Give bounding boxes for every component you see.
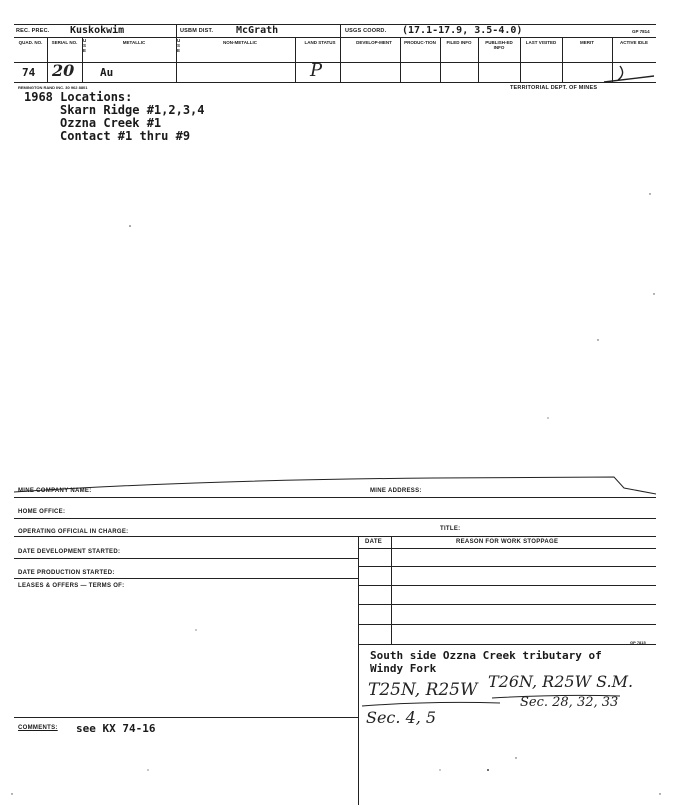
usbm-dist-value: McGrath bbox=[236, 25, 279, 36]
rec-prec-value: Kuskokwim bbox=[70, 25, 125, 36]
col-production: PRODUC-TION bbox=[404, 40, 436, 45]
metallic-value: Au bbox=[100, 66, 114, 79]
col-use-nonmetallic: U S E bbox=[177, 38, 181, 53]
location-item: Contact #1 thru #9 bbox=[60, 129, 191, 143]
usbm-dist-label: USBM DIST. bbox=[180, 28, 214, 34]
location-item: Skarn Ridge #1,2,3,4 bbox=[60, 103, 205, 117]
hand-note-sections-1: Sec. 4, 5 bbox=[366, 708, 437, 727]
col-metallic: METALLIC bbox=[122, 40, 146, 45]
date-prod-started-label: DATE PRODUCTION STARTED: bbox=[18, 570, 115, 576]
col-land-status: LAND STATUS bbox=[304, 40, 336, 45]
locations-heading: 1968 Locations: bbox=[24, 90, 133, 104]
leases-offers-label: LEASES & OFFERS — TERMS OF: bbox=[18, 583, 125, 589]
hand-note-township-2: T26N, R25W S.M. bbox=[488, 672, 634, 691]
hand-note-township-1: T25N, R25W bbox=[368, 680, 478, 700]
date-dev-started-label: DATE DEVELOPMENT STARTED: bbox=[18, 549, 121, 555]
location-line: Windy Fork bbox=[370, 662, 437, 675]
col-use-metallic: U S E bbox=[83, 38, 87, 53]
location-item: Ozzna Creek #1 bbox=[60, 116, 162, 130]
col-active-idle: ACTIVE IDLE bbox=[619, 40, 648, 45]
operating-official-label: OPERATING OFFICIAL IN CHARGE: bbox=[18, 529, 129, 535]
comments-label: COMMENTS: bbox=[18, 725, 58, 731]
date-col-label: DATE bbox=[365, 539, 383, 545]
col-published-info: PUBLISH-ED INFO bbox=[485, 40, 513, 50]
rec-prec-label: REC. PREC. bbox=[16, 28, 50, 34]
col-development: DEVELOP-MENT bbox=[356, 40, 392, 45]
land-status-mark: P bbox=[310, 60, 323, 81]
mine-address-label: MINE ADDRESS: bbox=[370, 488, 422, 494]
mine-company-name-label: MINE COMPANY NAME: bbox=[18, 488, 92, 494]
printer-line: REMINGTON RAND INC. 30 962 8801 bbox=[18, 85, 88, 90]
location-line: South side Ozzna Creek tributary of bbox=[370, 649, 602, 662]
form-number-bottom: GP 7815 bbox=[630, 640, 646, 645]
department-label: TERRITORIAL DEPT. OF MINES bbox=[510, 85, 598, 91]
serial-no-value: 20 bbox=[52, 61, 75, 80]
hand-note-sections-2: Sec. 28, 32, 33 bbox=[520, 695, 619, 710]
home-office-label: HOME OFFICE: bbox=[18, 509, 66, 515]
col-filed-info: FILED INFO bbox=[446, 40, 472, 45]
comments-value: see KX 74-16 bbox=[76, 722, 156, 735]
usgs-coord-label: USGS COORD. bbox=[345, 28, 387, 34]
col-last-visited: LAST VISITED bbox=[525, 40, 557, 45]
form-number-top: GP 7814 bbox=[632, 29, 650, 34]
reason-col-label: REASON FOR WORK STOPPAGE bbox=[456, 539, 559, 545]
quad-no-value: 74 bbox=[22, 66, 36, 79]
col-non-metallic: NON-METALLIC bbox=[223, 40, 257, 45]
usgs-coord-value: (17.1-17.9, 3.5-4.0) bbox=[402, 25, 523, 36]
title-label: TITLE: bbox=[440, 526, 461, 532]
col-merit: MERIT bbox=[580, 40, 594, 45]
col-quad-no: QUAD. NO. bbox=[18, 40, 43, 45]
col-serial-no: SERIAL NO. bbox=[51, 40, 78, 45]
